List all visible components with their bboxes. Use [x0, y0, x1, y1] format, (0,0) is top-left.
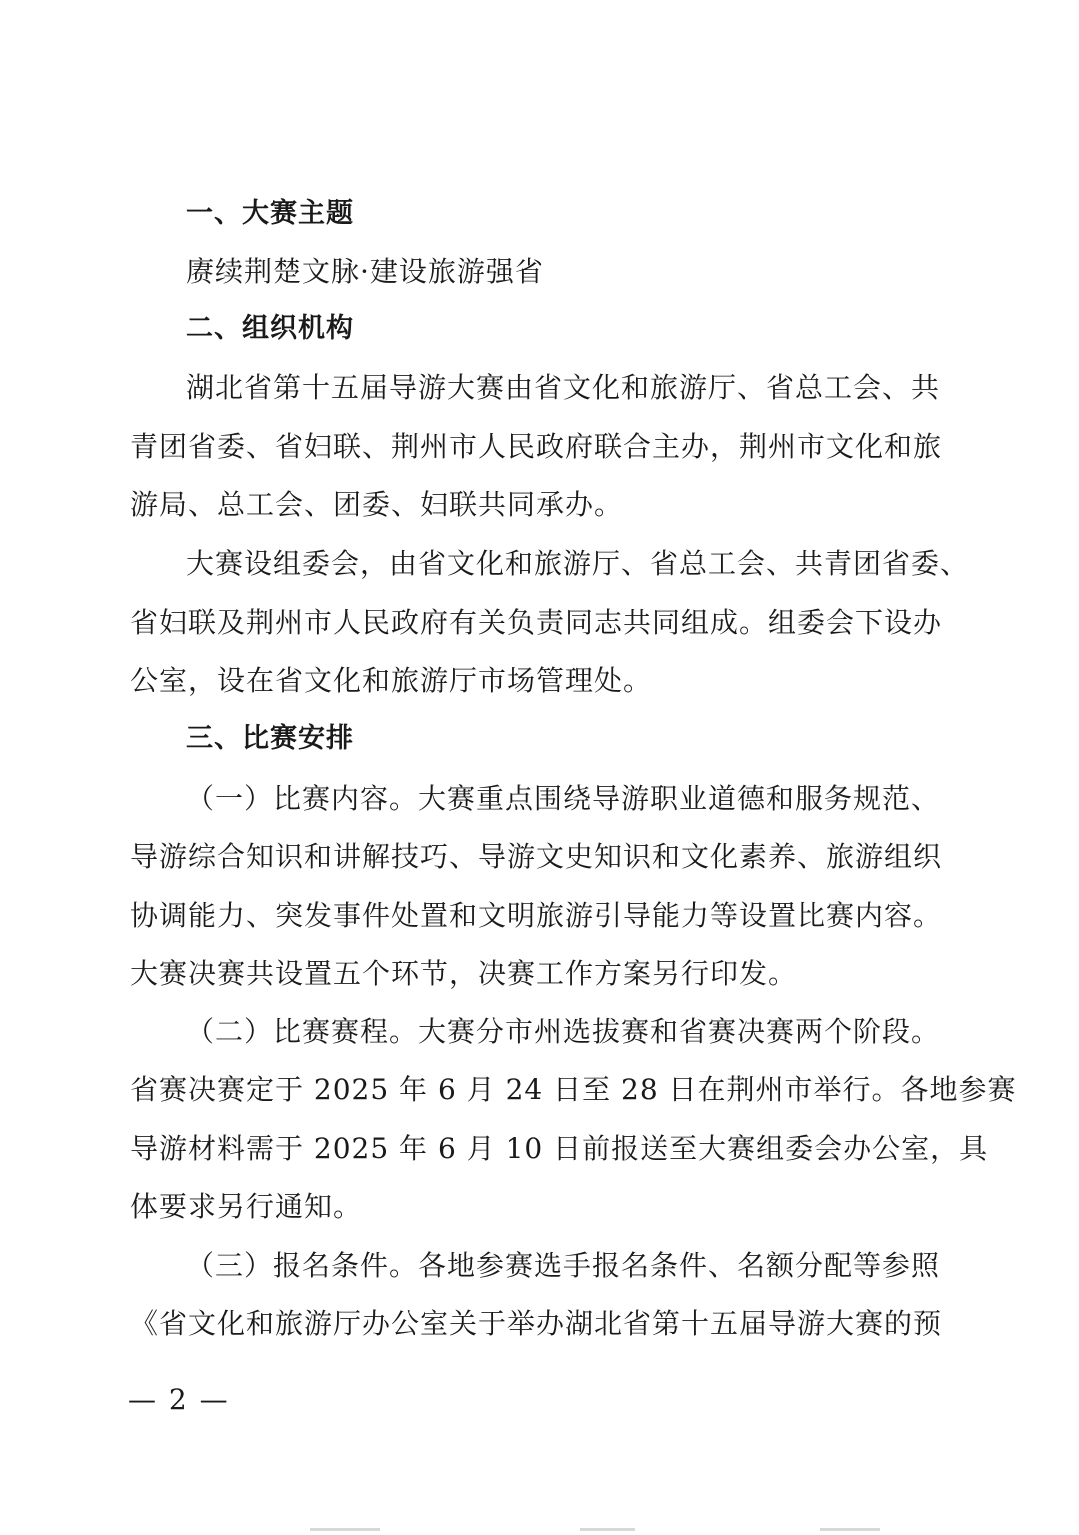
scan-edge-mark — [580, 1528, 635, 1531]
paragraph-line: 青团省委、省妇联、荆州市人民政府联合主办，荆州市文化和旅 — [130, 430, 943, 463]
section-heading-arrangement: 三、比赛安排 — [186, 723, 354, 754]
paragraph-line: （二）比赛赛程。大赛分市州选拔赛和省赛决赛两个阶段。 — [186, 1015, 941, 1048]
paragraph-line: 导游材料需于 2025 年 6 月 10 日前报送至大赛组委会办公室，具 — [130, 1132, 989, 1165]
paragraph-line: 省妇联及荆州市人民政府有关负责同志共同组成。组委会下设办 — [130, 606, 943, 639]
section-heading-organization: 二、组织机构 — [186, 313, 354, 344]
scan-edge-mark — [820, 1528, 880, 1531]
paragraph-line: 协调能力、突发事件处置和文明旅游引导能力等设置比赛内容。 — [130, 899, 943, 932]
scan-edge-mark — [310, 1528, 380, 1531]
paragraph-line: 游局、总工会、团委、妇联共同承办。 — [130, 488, 624, 521]
paragraph-line: 大赛决赛共设置五个环节，决赛工作方案另行印发。 — [130, 957, 798, 990]
paragraph-line: 体要求另行通知。 — [130, 1190, 363, 1223]
paragraph-line: 导游综合知识和讲解技巧、导游文史知识和文化素养、旅游组织 — [130, 840, 943, 873]
paragraph-line: 大赛设组委会，由省文化和旅游厅、省总工会、共青团省委、 — [186, 547, 970, 580]
theme-text: 赓续荆楚文脉·建设旅游强省 — [186, 255, 544, 288]
paragraph-line: （一）比赛内容。大赛重点围绕导游职业道德和服务规范、 — [186, 782, 941, 815]
paragraph-line: 省赛决赛定于 2025 年 6 月 24 日至 28 日在荆州市举行。各地参赛 — [130, 1073, 1017, 1106]
page-number: — 2 — — [128, 1383, 230, 1416]
section-heading-theme: 一、大赛主题 — [186, 198, 354, 229]
paragraph-line: 公室，设在省文化和旅游厅市场管理处。 — [130, 664, 653, 697]
paragraph-line: 湖北省第十五届导游大赛由省文化和旅游厅、省总工会、共 — [186, 371, 941, 404]
paragraph-line: （三）报名条件。各地参赛选手报名条件、名额分配等参照 — [186, 1249, 941, 1282]
paragraph-line: 《省文化和旅游厅办公室关于举办湖北省第十五届导游大赛的预 — [130, 1307, 943, 1340]
